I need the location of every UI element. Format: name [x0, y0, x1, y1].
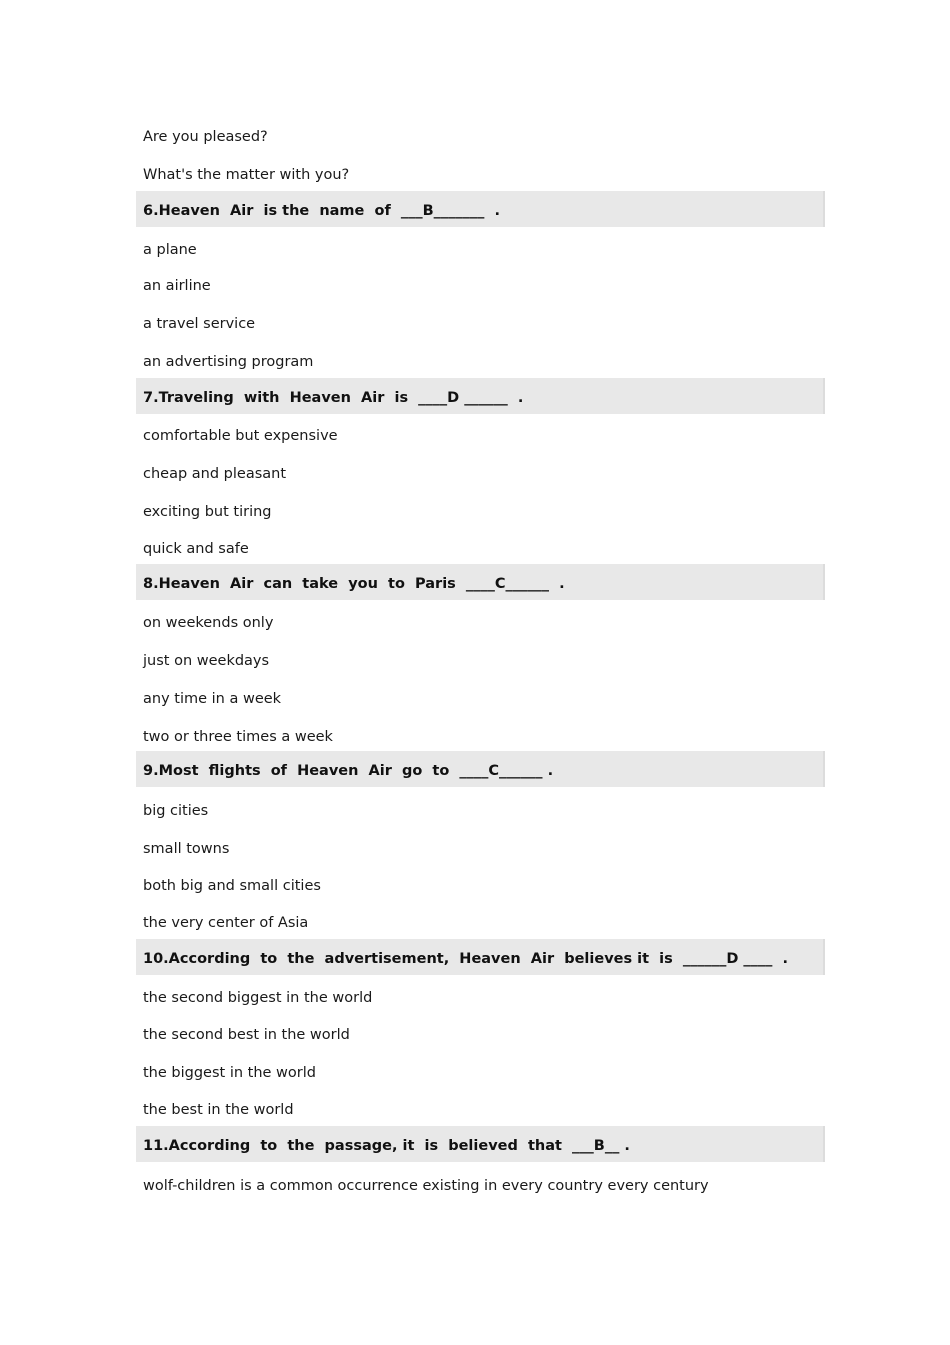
option-text: an advertising program: [143, 354, 314, 370]
option-text: small towns: [143, 841, 230, 857]
option-text: exciting but tiring: [143, 504, 272, 520]
option-text: the second biggest in the world: [143, 990, 373, 1006]
question-header: [136, 378, 825, 414]
question-text: 7.Traveling with Heaven Air is ____D ______ .: [143, 390, 524, 406]
question-header: [136, 191, 825, 227]
question-text: 9.Most flights of Heaven Air go to ____C______ .: [143, 763, 554, 779]
option-text: a plane: [143, 242, 197, 258]
option-text: Are you pleased?: [143, 129, 268, 145]
option-text: a travel service: [143, 316, 256, 332]
option-text: What's the matter with you?: [143, 167, 350, 183]
option-text: an airline: [143, 278, 211, 294]
question-text: 6.Heaven Air is the name of ___B_______ .: [143, 203, 500, 219]
question-text: 10.According to the advertisement, Heaven Air believes it is ______D ____ .: [143, 951, 789, 967]
question-text: 11.According to the passage, it is believed that ___B__ .: [143, 1138, 630, 1154]
option-text: two or three times a week: [143, 729, 333, 745]
option-text: just on weekdays: [143, 653, 270, 669]
question-text: 8.Heaven Air can take you to Paris ____C______ .: [143, 576, 565, 592]
option-text: both big and small cities: [143, 878, 321, 894]
option-text: wolf-children is a common occurrence existing in every country every century: [143, 1178, 709, 1194]
option-text: the biggest in the world: [143, 1065, 316, 1081]
question-header: [136, 939, 825, 975]
option-text: any time in a week: [143, 691, 282, 707]
option-text: on weekends only: [143, 615, 274, 631]
question-header: [136, 1126, 825, 1162]
option-text: comfortable but expensive: [143, 428, 338, 444]
option-text: big cities: [143, 803, 209, 819]
question-header: [136, 564, 825, 600]
option-text: cheap and pleasant: [143, 466, 287, 482]
question-header: [136, 751, 825, 787]
option-text: the second best in the world: [143, 1027, 350, 1043]
option-text: the very center of Asia: [143, 915, 309, 931]
option-text: quick and safe: [143, 541, 249, 557]
option-text: the best in the world: [143, 1102, 294, 1118]
